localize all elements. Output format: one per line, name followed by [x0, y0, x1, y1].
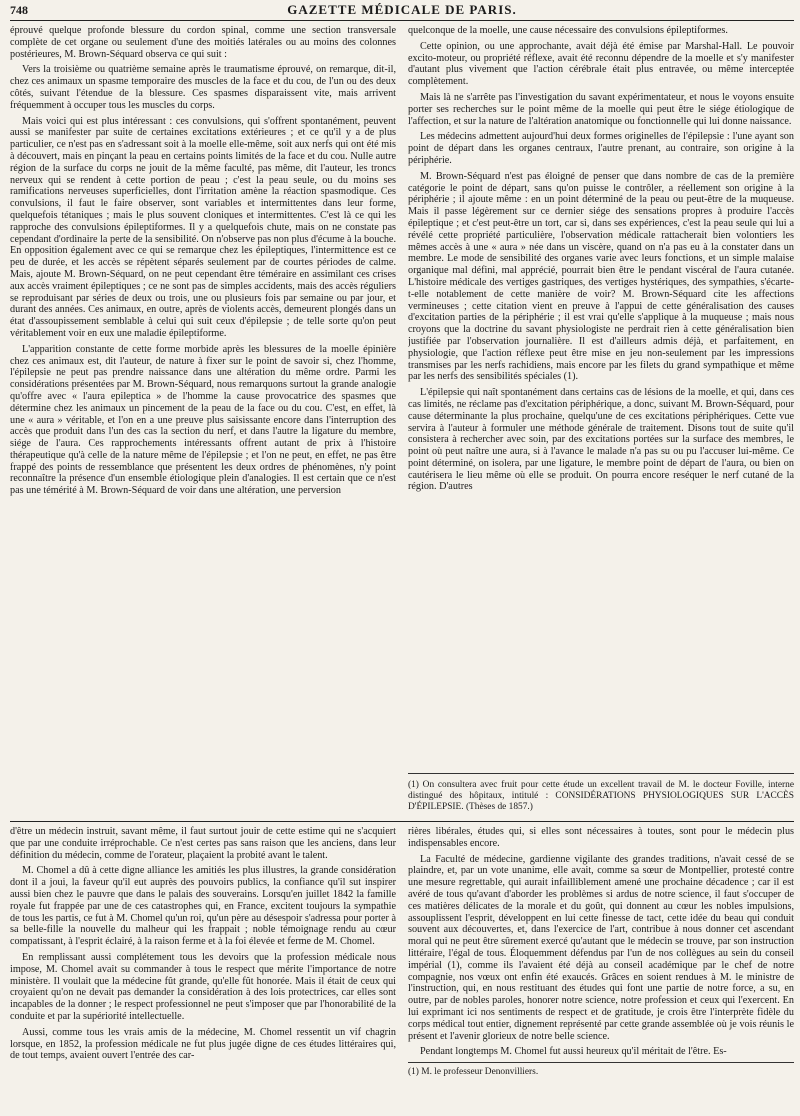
paragraph: La Faculté de médecine, gardienne vigilante des grandes traditions, n'avait cessé de se plaindre, et, par un vote unanime, elle avait, comme sa sœur de Montpellier, protesté contre une mesure regrettable, qui aurait infailliblement amené une prochaine décadence ; car il est avéré de tous qu'avant d'aborder les problèmes si ardus de notre science, il faut s'occuper de ces matières délicates de la morale et du goût, qui donnent au cœur les nobles impulsions, assouplissent l'esprit, développent en lui cette finesse de tact, cette idée du beau qui conduit souvent aux découvertes, et, dans l'exercice de l'art, contribue à nous donner cet ascendant moral qui ne peut être sûrement exercé qu'autant que le médecin se trouve, par son instruction littéraire, l'égal de tous. Éloquemment défendus par l'un de nos collègues au sein du conseil impérial (1), comme ils l'avaient été déjà au conseil académique par le chef de notre compagnie, nos vœux ont enfin été exaucés. Grâces en soient rendues à M. le ministre de l'instruction, qui, en nous restituant des études qui font une partie de notre force, a su, en outre, par de nobles paroles, honorer notre science, notre profession et ceux qui l'exercent. En lui exprimant ici nos sentiments de respect et de gratitude, je crois être l'interprète fidèle du corps médical tout entier, dignement représenté par cette grande assemblée où je vois réunis le présent et l'avenir glorieux de notre belle science.: [408, 853, 794, 1042]
paragraph: Les médecins admettent aujourd'hui deux formes originelles de l'épilepsie : l'une ayant son point de départ dans les organes centraux, l'autre prenant, au contraire, son origine à la périphérie.: [408, 131, 794, 166]
journal-title: GAZETTE MÉDICALE DE PARIS.: [287, 2, 517, 17]
paragraph: éprouvé quelque profonde blessure du cordon spinal, comme une section transversale complète de cet organe ou seulement d'une des moitiés latérales ou au moins des colonnes postérieures, M. Brown-Séquard observa ce qui suit :: [10, 25, 396, 60]
paragraph: M. Chomel a dû à cette digne alliance les amitiés les plus illustres, la grande considération dont il a joui, la faveur qu'il eut auprès des pouvoirs publics, la confiance qu'il sut inspirer aussi bien chez le pauvre que dans le palais des souverains. Lorsqu'en juillet 1842 la famille royale fut frappée par une de ces catastrophes qui, en France, excitent toujours la sympathie de tous les partis, ce fut à M. Chomel qu'un roi, qu'un père au désespoir s'adressa pour porter à sa belle-fille la nouvelle du malheur qui les frappait ; noble témoignage rendu au cœur compatissant, à l'esprit éclairé, à la raison ferme et à la foi élevée et ferme de M. Chomel.: [10, 865, 396, 948]
paragraph: Cette opinion, ou une approchante, avait déjà été émise par Marshal-Hall. Le pouvoir excito-moteur, ou propriété réflexe, avait été reconnu dépendre de la moelle et s'y manifester d'autant plus vivement que l'action cérébrale était plus entravée, ou même interceptée complètement.: [408, 40, 794, 88]
page-header: [10, 0, 794, 21]
paragraph: L'épilepsie qui naît spontanément dans certains cas de lésions de la moelle, et qui, dans ces cas limités, ne réclame pas d'excitation périphérique, a donc, suivant M. Brown-Séquard, pour cause déterminante la plus prochaine, quelqu'une de ces excitations périphériques. Cette vue servira à l'auteur à formuler une méthode générale de traitement. Disons tout de suite qu'il consistera à rechercher avec soin, par des excitations portées sur la surface des membres, le point où peut naître une aura, si à l'avance le malade n'a pas su ou pu l'accuser lui-même. Ce point déterminé, on isolera, par une ligature, le membre point de départ de l'aura, ou bien on cautérisera le lieu même où elle se produit. On pourra encore reséquer le nerf cutané de la région. D'autres: [408, 387, 794, 493]
paragraph: Vers la troisième ou quatrième semaine après le traumatisme éprouvé, on remarque, dit-il, chez ces animaux un spasme temporaire des muscles de la face et du cou, de l'un ou des deux côtés, suivant l'étendue de la blessure. Ces spasmes disparaissent vite, mais arrivent fréquemment à occuper tous les muscles du corps.: [10, 64, 396, 111]
upper-right-column: [408, 25, 794, 773]
lower-left-column: [10, 826, 396, 1116]
paragraph: En remplissant aussi complétement tous les devoirs que la profession médicale nous impose, M. Chomel avait su commander à tous le respect que mérite l'importance de notre ministère. Il voulait que la médecine fût grande, qu'elle fût honorée. Mais il était de ceux qui croyaient qu'on ne devait pas demander la considération à des lois protectrices, car elles sont incapables de la donner ; le respect professionnel ne peut s'imposer que par l'honorabilité de la conduite et par la supériorité intellectuelle.: [10, 951, 396, 1022]
paragraph: M. Brown-Séquard n'est pas éloigné de penser que dans nombre de cas de la première catégorie le point de départ, sans qu'on puisse le contrôler, a réellement son origine à la périphérie ; il ajoute même : en un point déterminé de la peau ou peut-être de la muqueuse. Mais il passe légèrement sur ce dernier siége des sensations propres à produire l'accès épileptique ; et c'est peut-être un tort, car si, dans ses expériences, c'est la peau seule qui lui a révélé cette propriété particulière, l'observation médicale rattacherait bien volontiers les mêmes accès à une « aura » née dans un viscère, quand on n'a pas eu à la constater dans un membre. Le mode de sensibilité des organes varie avec leurs fonctions, et un simple malaise organique mal défini, mal apprécié, pourrait bien être le pendant viscéral de l'aura cutanée. L'histoire médicale des vertiges gastriques, des vertiges hystériques, des sympathies, s'écarte-t-elle notablement de cette manière de voir? M. Brown-Séquard cite les affections vermineuses ; cette citation vient en preuve à l'appui de cette généralisation des causes d'excitation parties de la périphérie ; il est vrai qu'elle s'applique à la muqueuse ; mais nous croyons que la doctrine du savant physiologiste ne perdrait rien à cette généralisation bien justifiée par l'observation journalière. Il est d'ailleurs admis déjà, et parfaitement, en physiologie, que l'action réflexe peut être mise en jeu non-seulement par les impressions transmises par les nerfs rachidiens, mais encore par les filets du grand sympathique et même par les nerfs des sensibilités spéciales (1).: [408, 170, 794, 383]
footnote: (1) M. le professeur Denonvilliers.: [408, 1062, 794, 1078]
lower-right-column: [408, 826, 794, 1116]
paragraph: d'être un médecin instruit, savant même, il faut surtout jouir de cette estime qui ne s'acquiert que par une conduite irréprochable. Ce n'est certes pas sans raison que les anciens, dans leur définition du médecin, comme de l'orateur, plaçaient la probité avant le talent.: [10, 826, 396, 861]
paragraph: rières libérales, études qui, si elles sont nécessaires à toutes, sont pour le médecin plus indispensables encore.: [408, 826, 794, 849]
footnote: (1) On consultera avec fruit pour cette étude un excellent travail de M. le docteur Foville, interne distingué des hôpitaux, intitulé : CONSIDÉRATIONS PHYSIOLOGIQUES SUR L'ACCÈS D'ÉPILEPSIE. (Thèses de 1857.): [408, 773, 794, 813]
page-number: 748: [10, 2, 28, 17]
upper-footnotes: [10, 773, 794, 813]
paragraph: L'apparition constante de cette forme morbide après les blessures de la moelle épinière chez ces animaux est, dit l'auteur, de nature à fixer sur le point de savoir si, chez l'homme, l'épilepsie ne peut pas prendre naissance dans une altération du même ordre. Parmi les considérations présentées par M. Brown-Séquard, nous remarquons surtout la grande analogie qu'offre avec « l'aura epileptica » de l'homme la cause provocatrice des spasmes que détermine chez les animaux un pincement de la peau de la face ou du cou. C'est, en effet, là une « aura » véritable, et l'on en a une preuve plus saisissante encore dans l'interruption des accès que produit dans l'un des cas la section du nerf, et dans l'autre la ligature du membre, siége de l'aura. Ces rapprochements intéressants offrent autant de prix à l'histoire thérapeutique qu'à celle de la nature même de l'épilepsie ; et l'on ne peut, en effet, ne pas être frappé des points de ressemblance que présentent les deux ordres de phénomènes, n'y point reconnaître la présence d'un ensemble étiologique plein d'analogies. Il est certain que ce n'est pas une témérité à M. Brown-Séquard de voir dans une altération, une perversion: [10, 343, 396, 497]
paragraph: Pendant longtemps M. Chomel fut aussi heureux qu'il méritait de l'être. Es-: [420, 1046, 727, 1058]
paragraph: quelconque de la moelle, une cause nécessaire des convulsions épileptiformes.: [408, 25, 728, 36]
upper-left-column: [10, 25, 396, 773]
paragraph: Mais voici qui est plus intéressant : ces convulsions, qui s'offrent spontanément, peuvent aussi se manifester par suite de certaines excitations extérieures ; et ce qu'il y a de plus particulier, ce n'est pas en s'adressant soit à la moelle elle-même, soit aux nerfs qui ont été mis à découvert, mais en pinçant la peau en certains points limités de la face et du cou. Nulle autre région de la surface du corps ne jouit de la même faculté, pas même, dit l'auteur, les troncs nerveux qui se rendent à cette portion de peau ; c'est la peau seule, ou du moins ses ramifications nerveuses superficielles, dont l'irritation amène la réaction spasmodique. Ces convulsions, il faut le faire observer, sont variables et intermittentes dans leur forme, quelquefois tétaniques ; mais le plus souvent cloniques et intermittentes. C'est là ce qui les rapproche des convulsions épileptiformes. Il y a quelquefois chute, mais on ne constate pas cependant d'ordinaire la perte de la sensibilité. On n'observe pas non plus d'écume à la bouche. En opposition également avec ce qui se remarque chez les épileptiques, l'intermittence est ce peu de durée, et les accès se répètent séparés seulement par de courtes périodes de calme. Mais, ajoute M. Brown-Séquard, on ne peut cependant être téméraire en assimilant ces crises aux accès vraiment épileptiques ; ce ne sont pas de simples accidents, mais des accès réguliers se reproduisant par séries de deux ou trois, une ou plusieurs fois par semaine ou par jour, et durant des années. Ces animaux, en outre, après de violents accès, demeurent plongés dans un état d'assoupissement semblable à celui qui suit ceux d'épilepsie ; de telle sorte qu'on peut véritablement voir en eux une maladie épileptiforme.: [10, 115, 396, 339]
paragraph: Mais là ne s'arrête pas l'investigation du savant expérimentateur, et nous le voyons ensuite porter ses recherches sur le point même de la moelle qui peut être le siége étiologique de l'affection, et sur la nature de l'altération anatomique ou fonctionnelle qui lui donne naissance.: [408, 91, 794, 127]
section-divider: [10, 821, 794, 822]
lower-article: [10, 826, 794, 1116]
upper-article: [10, 25, 794, 773]
paragraph: Aussi, comme tous les vrais amis de la médecine, M. Chomel ressentit un vif chagrin lorsque, en 1852, la profession médicale ne fut plus jugée digne de ces études littéraires qui, de tout temps, avaient ouvert l'entrée des car-: [10, 1026, 396, 1062]
